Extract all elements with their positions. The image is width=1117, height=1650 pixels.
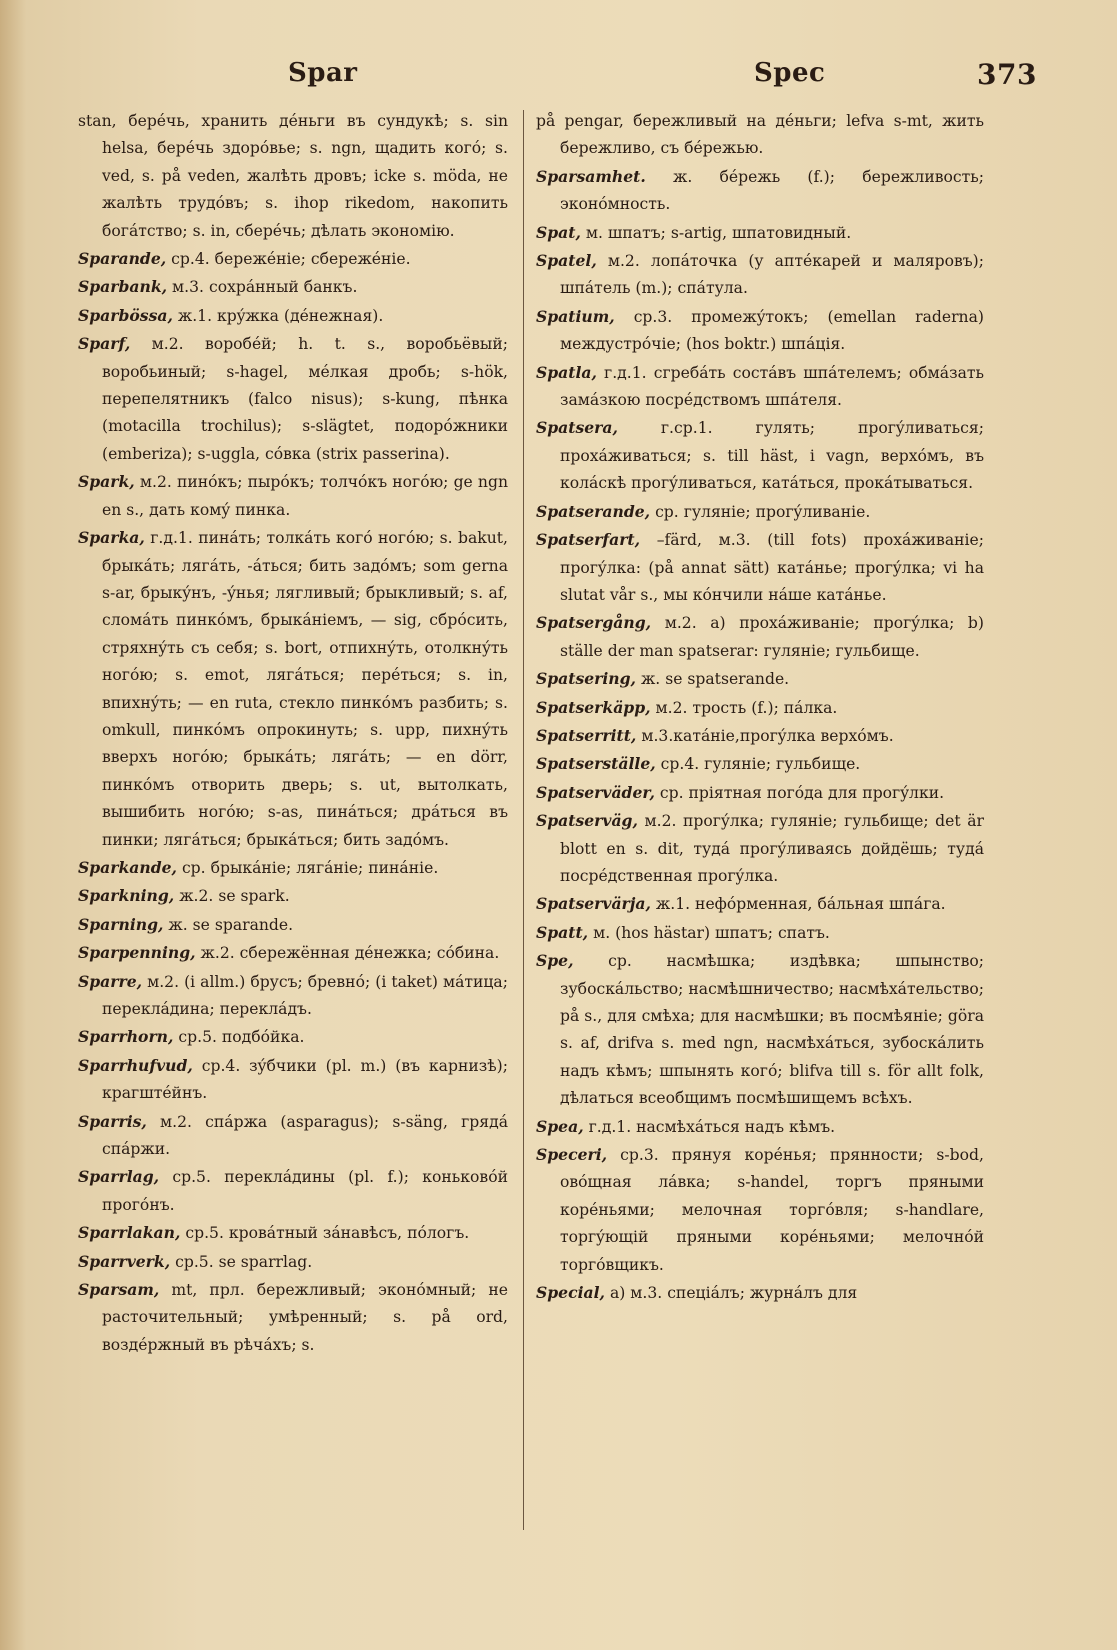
entry-definition: ср.5. кровáтный зáнавѣсъ, пóлогъ.: [185, 1224, 470, 1243]
entry-definition: på pengar, бережливый на дéньги; lefva s-mt, жить бережливо, съ бéрежью.: [536, 112, 984, 158]
entry-definition: ж.2. se spark.: [179, 887, 290, 906]
entry-definition: м.3. сохрáнный банкъ.: [172, 278, 358, 297]
headword: Spe,: [536, 951, 574, 971]
entry-definition: г.д.1. сгребáть состáвъ шпáтелемъ; обмáзать замáзкою посрéдствомъ шпáтеля.: [560, 363, 984, 410]
dictionary-entry: [536, 779, 984, 807]
headword: Sparre,: [78, 971, 143, 991]
entry-definition: г.д.1. насмѣхáться надъ кѣмъ.: [588, 1117, 836, 1136]
headword: Spatserkäpp,: [536, 697, 651, 717]
dictionary-entry: [536, 694, 984, 722]
headword: Spatserande,: [536, 501, 651, 521]
entry-definition: stan, берéчь, хранить дéньги въ сундукѣ; s. sin helsa, берéчь здорóвье; s. ngn, щадить когó; s. ved, s. på veden, жалѣть дровъ; icke s. möda, не жалѣть трудóвъ; s. ihop rikedom, накопить богáтство; s. in, сберéчь; дѣлать экономію.: [78, 112, 508, 240]
headword: Sparka,: [78, 528, 145, 548]
headword: Spatservärja,: [536, 894, 651, 914]
dictionary-entry: [78, 882, 508, 910]
dictionary-entry: [536, 1141, 984, 1279]
dictionary-entry: [78, 468, 508, 524]
entry-definition: ср.5. подбóйка.: [178, 1028, 305, 1047]
dictionary-entry: [78, 1248, 508, 1276]
dictionary-entry: [536, 414, 984, 497]
dictionary-entry: [78, 968, 508, 1024]
entry-definition: ж.1. крýжка (дéнежная).: [177, 306, 384, 325]
headword: Sparrlag,: [78, 1167, 160, 1187]
entry-definition: ср.4. бережéніе; сбережéніе.: [171, 250, 411, 269]
right-column: [536, 108, 984, 1307]
page-number: 373: [977, 58, 1037, 91]
running-header: [78, 58, 1037, 98]
headword: Sparkande,: [78, 857, 177, 877]
dictionary-entry: [536, 108, 984, 163]
entry-definition: м.2. пинóкъ; пырóкъ; толчóкъ ногóю; ge ngn en s., дать комý пинка.: [102, 473, 508, 519]
dictionary-entry: [78, 302, 508, 330]
entry-definition: м.2. прогýлка; гуляніе; гульбище; det är blott en s. dit, тудá прогýливаясь дойдёшь; тудá посрéдственная прогýлка.: [560, 812, 984, 885]
headword: Spark,: [78, 472, 135, 492]
entry-definition: ср. пріятная погóда для прогýлки.: [659, 783, 945, 802]
dictionary-entry: [536, 303, 984, 359]
dictionary-entry: [536, 1279, 984, 1307]
headword: Spatsering,: [536, 669, 636, 689]
headword: Sparkning,: [78, 886, 175, 906]
column-divider: [523, 110, 524, 1530]
headword: Sparrhorn,: [78, 1027, 174, 1047]
dictionary-entry: [536, 609, 984, 665]
headword: Spatserväg,: [536, 811, 638, 831]
headword: Spatla,: [536, 362, 597, 382]
dictionary-entry: [78, 1052, 508, 1108]
entry-definition: ср. брыкáніе; лягáніе; пинáніе.: [181, 858, 439, 877]
entry-definition: г.д.1. пинáть; толкáть когó ногóю; s. bakut, брыкáть; лягáть, -áться; бить задóмъ; som gerna s-ar, брыкýнъ, -ýнья; лягливый; брыкливый; s. af, сломáть пинкóмъ, брыкáніемъ, — sig, сбрóсить, стряхнýть съ себя; s. bort, отпихнýть, отолкнýть ногóю; s. emot, лягáться; перéться; s. in, впихнýть; — en ruta, стекло пинкóмъ разбить; s. omkull, пинкóмъ опрокинуть; s. upp, пихнýть вверхъ ногóю; брыкáть; лягáть; — en dörr, пинкóмъ отворить дверь; s. ut, вытолкать, вышибить ногóю; s-as, пинáться; дрáться въ пинки; лягáться; брыкáться; бить задóмъ.: [102, 529, 508, 849]
dictionary-entry: [78, 911, 508, 939]
dictionary-entry: [536, 247, 984, 303]
headword: Speceri,: [536, 1145, 608, 1165]
entry-definition: ср.5. se sparrlag.: [175, 1252, 313, 1271]
headword: Sparande,: [78, 249, 167, 269]
entry-definition: ж. se sparande.: [168, 915, 294, 934]
headword: Spatserställe,: [536, 754, 656, 774]
dictionary-entry: [536, 722, 984, 750]
left-column: [78, 108, 508, 1359]
dictionary-entry: [78, 939, 508, 967]
entry-definition: ж.2. сбережённая дéнежка; сóбина.: [200, 944, 500, 963]
headword: Sparf,: [78, 334, 131, 354]
entry-definition: м.2. трость (f.); пáлка.: [655, 698, 838, 717]
headword: Special,: [536, 1283, 605, 1303]
entry-definition: mt, прл. бережливый; эконóмный; не расточительный; умѣренный; s. på ord, воздéржный въ рѣчáхъ; s.: [102, 1281, 508, 1354]
headword: Sparrhufvud,: [78, 1055, 193, 1075]
dictionary-entry: [536, 890, 984, 918]
dictionary-entry: [536, 526, 984, 609]
headword: Spatsergång,: [536, 613, 652, 633]
dictionary-entry: [78, 108, 508, 245]
headword: Spea,: [536, 1116, 584, 1136]
headword: Spatserväder,: [536, 782, 655, 802]
entry-definition: ж. бéрежь (f.); бережливость; эконóмность.: [560, 167, 984, 214]
entry-definition: м.2. спáржа (asparagus); s-säng, грядá спáржи.: [102, 1112, 508, 1159]
dictionary-entry: [536, 219, 984, 247]
dictionary-entry: [78, 245, 508, 273]
entry-definition: a) м.3. спеціáлъ; журнáлъ для: [609, 1284, 858, 1303]
left-guide-word: Spar: [288, 58, 358, 88]
dictionary-entry: [78, 854, 508, 882]
dictionary-entry: [536, 498, 984, 526]
entry-definition: м. (hos hästar) шпатъ; спатъ.: [593, 923, 830, 942]
entry-definition: м.2. (i allm.) брусъ; бревнó; (i taket) мáтица; переклáдина; переклáдъ.: [102, 972, 508, 1018]
entry-definition: м. шпатъ; s-artig, шпатовидный.: [585, 223, 852, 242]
entry-definition: ср.3. прянуя корéнья; прянности; s-bod, овóщная лáвка; s-handel, торгъ пряными корéньями; мелочная торгóвля; s-handlare, торгýющій пряными корéньями; мелочнóй торгóвщикъ.: [560, 1146, 984, 1274]
dictionary-entry: [78, 1163, 508, 1219]
dictionary-entry: [536, 750, 984, 778]
dictionary-entry: [78, 1108, 508, 1164]
headword: Sparning,: [78, 914, 164, 934]
entry-definition: ср. насмѣшка; издѣвка; шпынство; зубоскáльство; насмѣшничество; насмѣхáтельство; på s., для смѣха; для насмѣшки; въ посмѣяніе; göra s. af, drifva s. med ngn, насмѣхáться, зубоскáлить надъ кѣмъ; шпынять когó; blifva till s. för allt folk, дѣлаться всеобщимъ посмѣшищемъ всѣхъ.: [560, 952, 984, 1108]
headword: Spatt,: [536, 922, 589, 942]
entry-definition: ср.3. промежýтокъ; (emellan raderna) междустрóчіе; (hos boktr.) шпáція.: [560, 307, 984, 354]
dictionary-entry: [536, 1113, 984, 1141]
dictionary-entry: [536, 807, 984, 890]
dictionary-entry: [536, 359, 984, 415]
headword: Sparbank,: [78, 277, 168, 297]
headword: Spatium,: [536, 306, 615, 326]
dictionary-entry: [536, 665, 984, 693]
dictionary-entry: [536, 947, 984, 1112]
entry-definition: –färd, м.3. (till fots) прохáживаніе; прогýлка: (på annat sätt) катáнье; прогýлка; vi ha slutat vår s., мы кóнчили нáше катáнье.: [560, 531, 984, 604]
entry-definition: ж. se spatserande.: [640, 670, 790, 689]
headword: Sparrverk,: [78, 1251, 171, 1271]
dictionary-entry: [536, 163, 984, 219]
dictionary-entry: [78, 1276, 508, 1359]
dictionary-entry: [78, 273, 508, 301]
headword: Sparsamhet.: [536, 166, 646, 186]
headword: Spatserritt,: [536, 725, 637, 745]
right-guide-word: Spec: [754, 58, 826, 88]
headword: Spatel,: [536, 251, 597, 271]
entry-definition: м.3.катáніе,прогýлка верхóмъ.: [641, 726, 894, 745]
headword: Sparsam,: [78, 1280, 160, 1300]
headword: Sparrlakan,: [78, 1223, 181, 1243]
dictionary-entry: [78, 1023, 508, 1051]
dictionary-entry: [78, 524, 508, 854]
headword: Sparris,: [78, 1111, 147, 1131]
entry-definition: ср.5. переклáдины (pl. f.); коньковóй прогóнъ.: [102, 1168, 508, 1214]
entry-definition: ср. гуляніе; прогýливаніе.: [655, 502, 871, 521]
headword: Sparpenning,: [78, 943, 196, 963]
entry-definition: м.2. воробéй; h. t. s., воробьёвый; воробьиный; s-hagel, мéлкая дробь; s-hök, перепелятникъ (falco nisus); s-kung, пѣнка (motacilla trochilus); s-slägtet, подорóжники (emberiza); s-uggla, сóвка (strix passerina).: [102, 335, 508, 463]
entry-definition: м.2. a) прохáживаніе; прогýлка; b) ställe der man spatserar: гуляніе; гульбище.: [560, 614, 984, 660]
headword: Spatserfart,: [536, 530, 641, 550]
dictionary-entry: [78, 1219, 508, 1247]
dictionary-entry: [78, 330, 508, 468]
dictionary-entry: [536, 919, 984, 947]
entry-definition: м.2. лопáточка (у аптéкарей и маляровъ); шпáтель (m.); спáтула.: [560, 252, 984, 298]
headword: Sparbössa,: [78, 305, 173, 325]
entry-definition: ср.4. зýбчики (pl. m.) (въ карнизѣ); крагштéйнъ.: [102, 1056, 508, 1103]
entry-definition: ж.1. нефóрменная, бáльная шпáга.: [655, 895, 946, 914]
entry-definition: ср.4. гуляніе; гульбище.: [660, 755, 861, 774]
headword: Spatsera,: [536, 418, 618, 438]
entry-definition: г.ср.1. гулять; прогýливаться; прохáживаться; s. till häst, i vagn, верхóмъ, въ колáскѣ прогýливаться, катáться, прокáтываться.: [560, 419, 984, 493]
headword: Spat,: [536, 222, 581, 242]
